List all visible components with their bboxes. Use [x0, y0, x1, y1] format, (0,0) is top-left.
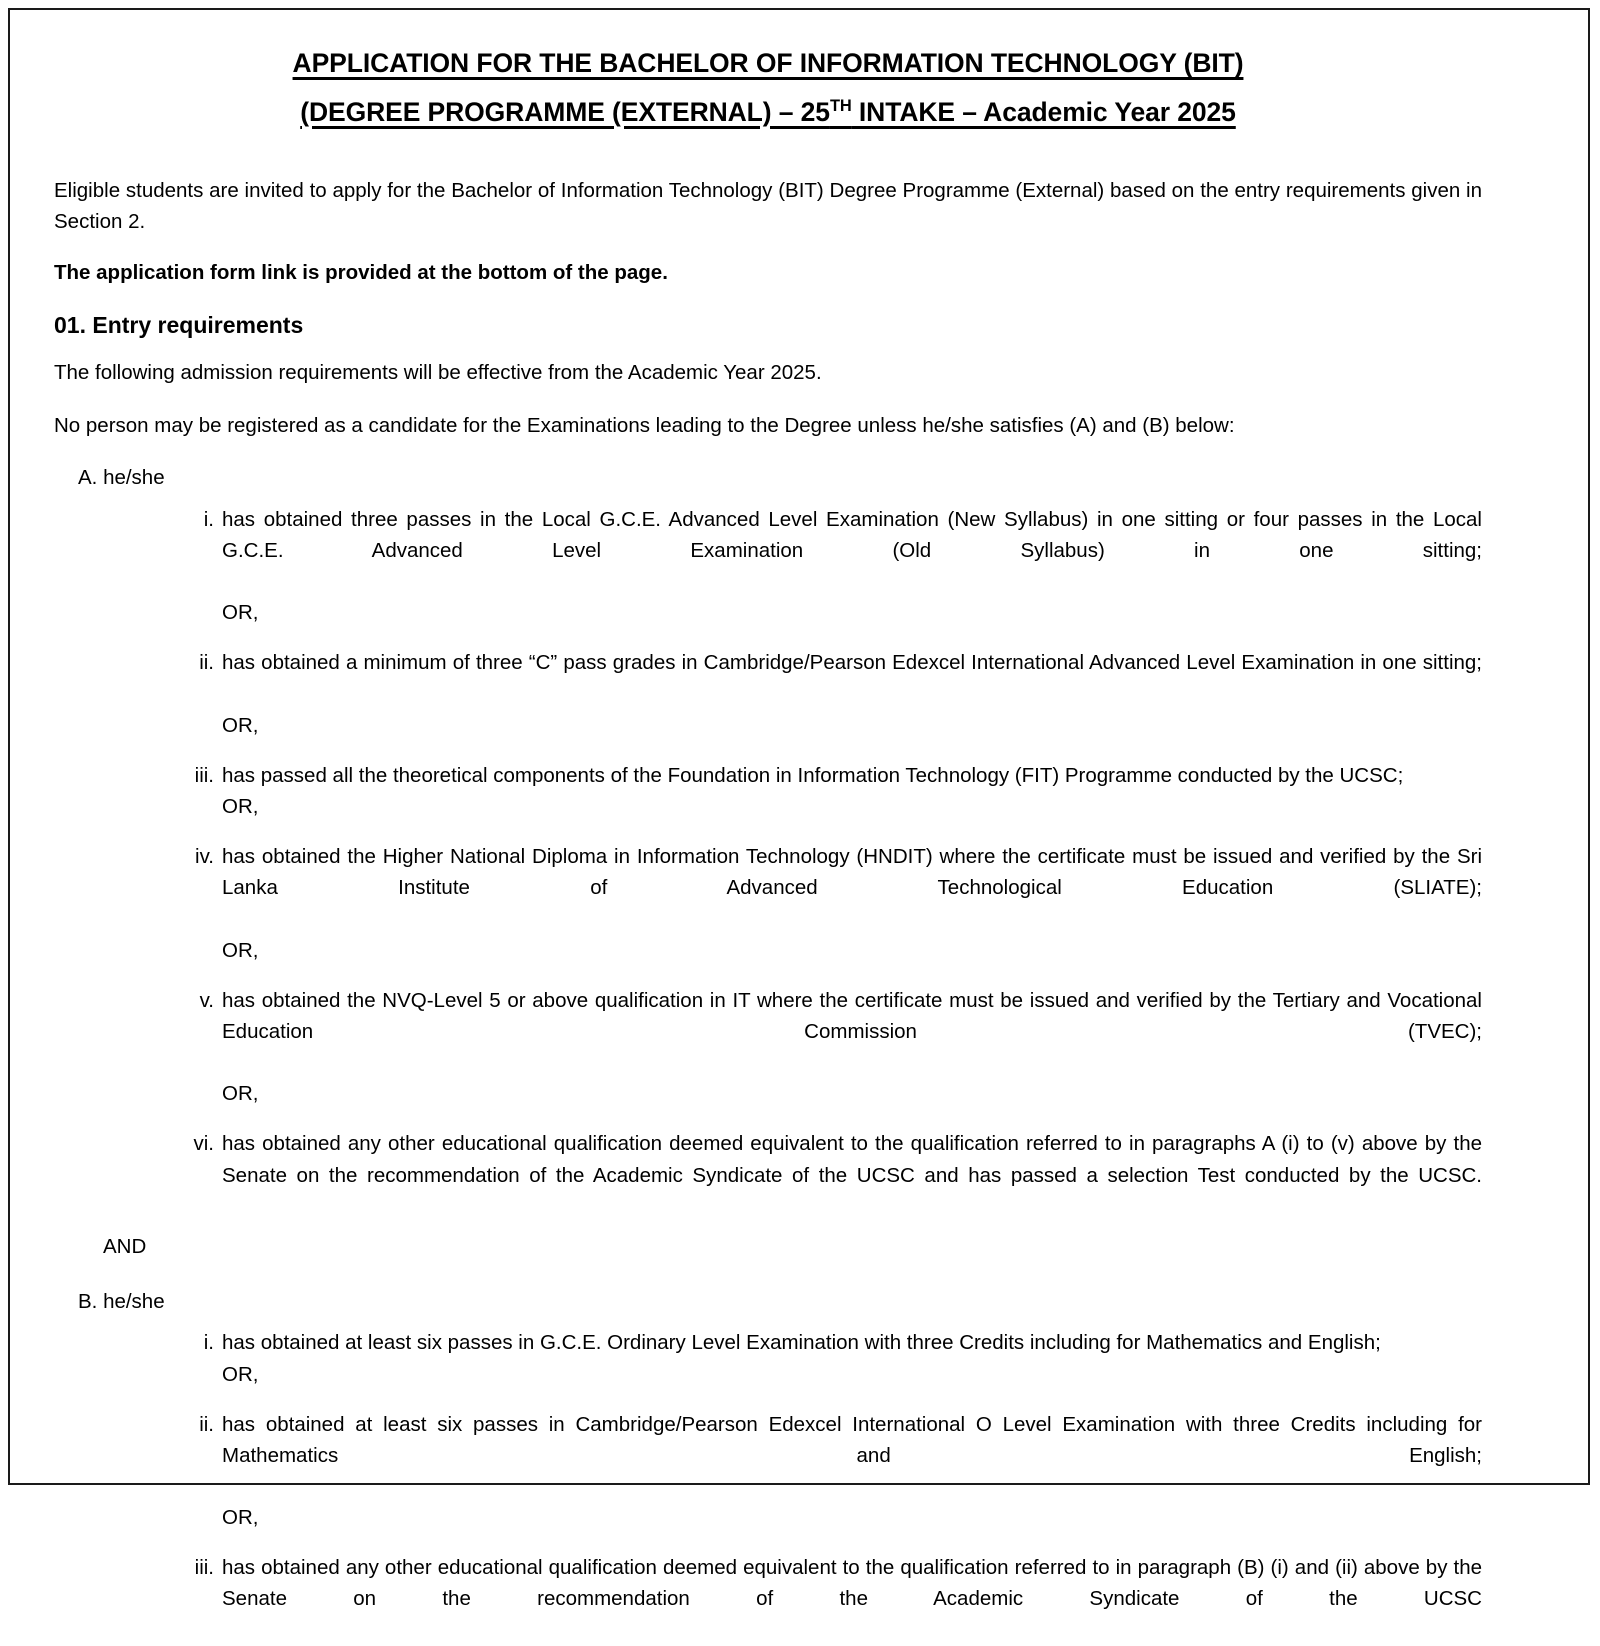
section-heading-entry-requirements: 01. Entry requirements: [54, 312, 304, 339]
list-item-or: OR,: [222, 1506, 259, 1530]
group-b-label: B. he/she: [78, 1289, 165, 1313]
list-item-or: OR,: [222, 794, 259, 818]
effective-note: The following admission requirements will be effective from the Academic Year 2025.: [54, 360, 822, 384]
list-item-text: has obtained any other educational qualification deemed equivalent to the qualification referred to in paragraph (B) (i) and (ii) above by the Senate on the recommendation of the Academic Syndicate of the UCSC: [222, 1556, 1482, 1611]
title-line-2: [54, 96, 1482, 127]
page-title: [54, 50, 1482, 125]
title-ordinal-suffix: TH: [829, 96, 852, 115]
list-item-or: OR,: [222, 1082, 259, 1106]
list-marker: ii.: [199, 1412, 214, 1436]
form-link-note: The application form link is provided at the bottom of the page.: [54, 261, 668, 285]
list-marker: i.: [203, 507, 214, 531]
list-item-text: has obtained the Higher National Diploma in Information Technology (HNDIT) where the certificate must be issued and verified by the Sri Lanka Institute of Advanced Technological Education (SLIATE);: [222, 845, 1482, 900]
list-item-or: OR,: [222, 938, 259, 962]
list-item-text: has obtained at least six passes in G.C.E. Ordinary Level Examination with three Credits including for Mathematics and English;: [222, 1331, 1381, 1355]
list-item: [182, 1409, 1482, 1534]
list-marker: iv.: [195, 845, 214, 869]
group-a-list: [54, 504, 1482, 1222]
list-item: [182, 504, 1482, 629]
title-line-2-text: [300, 97, 1236, 127]
list-item: [182, 985, 1482, 1110]
list-item: [182, 1552, 1482, 1645]
list-marker: iii.: [194, 1556, 214, 1580]
title-line-1-text: APPLICATION FOR THE BACHELOR OF INFORMATION TECHNOLOGY (BIT): [292, 48, 1244, 78]
list-item: [182, 760, 1482, 822]
title-line-1: [54, 50, 1482, 77]
group-b-list: [54, 1327, 1482, 1645]
list-marker: i.: [203, 1331, 214, 1355]
list-marker: ii.: [199, 651, 214, 675]
intro-paragraph: Eligible students are invited to apply for the Bachelor of Information Technology (BIT) Degree Programme (External) based on the entry requirements given in Section 2.: [54, 179, 1482, 234]
list-item: [182, 647, 1482, 740]
list-item: [182, 1327, 1482, 1389]
list-item-text: has obtained the NVQ-Level 5 or above qualification in IT where the certificate must be issued and verified by the Tertiary and Vocational Education Commission (TVEC);: [222, 988, 1482, 1043]
group-a: [54, 463, 1482, 1263]
list-item-text: has obtained at least six passes in Cambridge/Pearson Edexcel International O Level Examination with three Credits including for Mathematics and English;: [222, 1412, 1482, 1467]
title-line-2-before: (DEGREE PROGRAMME (EXTERNAL) – 25: [300, 96, 830, 127]
list-marker: vi.: [193, 1132, 214, 1156]
list-marker: v.: [199, 988, 214, 1012]
list-item: [182, 841, 1482, 966]
list-item: [182, 1128, 1482, 1221]
document-content: [54, 50, 1482, 1646]
list-marker: iii.: [194, 763, 214, 787]
list-item-or: OR,: [222, 601, 259, 625]
list-item-text: has obtained any other educational qualification deemed equivalent to the qualification referred to in paragraphs A (i) to (v) above by the Senate on the recommendation of the Academic Syndicate of the UCSC and has passed a selection Test conducted by the UCSC.: [222, 1132, 1482, 1187]
list-item-text: has obtained a minimum of three “C” pass grades in Cambridge/Pearson Edexcel International Advanced Level Examination in one sitting;: [222, 651, 1482, 675]
title-line-2-after: INTAKE – Academic Year 2025: [851, 96, 1236, 127]
and-connector: AND: [103, 1234, 147, 1258]
group-b: [54, 1287, 1482, 1646]
list-item-or: OR,: [222, 713, 259, 737]
list-item-text: has passed all the theoretical components of the Foundation in Information Technology (FIT) Programme conducted by the UCSC;: [222, 763, 1404, 787]
list-item-text: has obtained three passes in the Local G.C.E. Advanced Level Examination (New Syllabus) in one sitting or four passes in the Local G.C.E. Advanced Level Examination (Old Syllabus) in one sitting;: [222, 507, 1482, 562]
group-a-label: A. he/she: [78, 465, 165, 489]
list-item-or: OR,: [222, 1362, 259, 1386]
qualifier-note: No person may be registered as a candidate for the Examinations leading to the Degree unless he/she satisfies (A) and (B) below:: [54, 413, 1235, 437]
